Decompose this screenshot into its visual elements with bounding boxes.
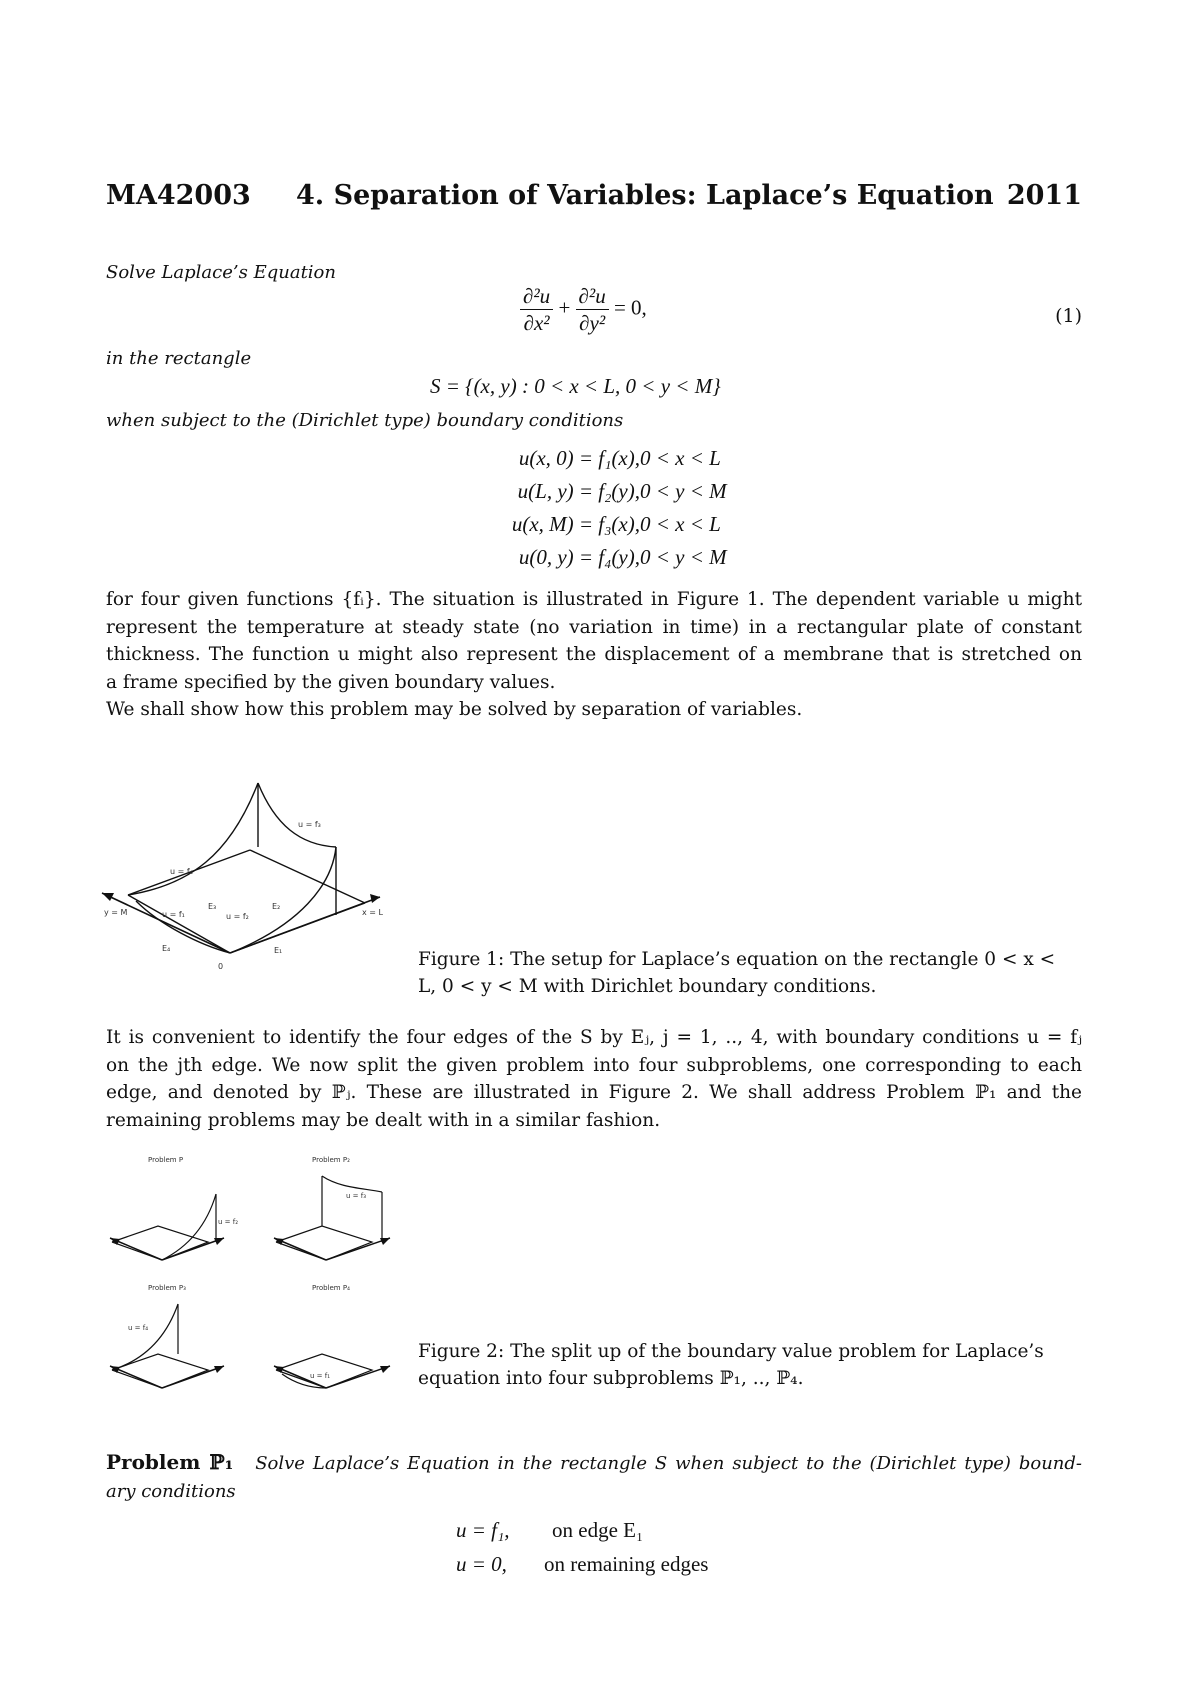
panel-title: Problem P₂: [312, 1156, 350, 1164]
bc-label: when subject to the (Dirichlet type) boundary conditions: [106, 410, 624, 431]
arrow-head: [214, 1238, 224, 1245]
boundary-curve-f3: [258, 783, 336, 847]
problem-text: Solve Laplace’s Equation in the rectangle S when subject to the (Dirichlet type) bound-: [255, 1453, 1082, 1474]
bc-lhs: u(x, M) = f₃(x),: [511, 512, 640, 536]
bc-lhs: u(L, y) = f₂(y),: [517, 479, 640, 503]
text-line: represent the temperature at steady state (no variation in time) in a rectangular plate of constant: [106, 616, 1082, 638]
figure-2-diagram: [100, 1148, 400, 1398]
label-e1: E₁: [274, 946, 283, 955]
arrow-head: [380, 1238, 390, 1245]
frac-numerator: ∂²u: [576, 283, 609, 310]
bc-lhs: u(0, y) = f₄(y),: [518, 545, 640, 569]
panel-4: [274, 1354, 390, 1388]
solve-label: Solve Laplace’s Equation: [106, 262, 336, 283]
bc-rhs: 0 < y < M: [640, 479, 727, 503]
bc-rhs: 0 < x < L: [640, 446, 721, 470]
text-line: edge, and denoted by ℙⱼ. These are illustrated in Figure 2. We shall address Problem ℙ₁ and the: [106, 1082, 1082, 1103]
panel-label: u = f₄: [128, 1324, 149, 1332]
panel-1: [110, 1194, 224, 1260]
text-line: remaining problems may be dealt with in a similar fashion.: [106, 1109, 661, 1131]
boundary-curve-f4: [128, 783, 258, 895]
condition-rhs: on remaining edges: [544, 1552, 709, 1576]
course-code: MA42003: [106, 180, 251, 211]
label-u-f1: u = f₁: [162, 910, 185, 919]
equation-number: (1): [1055, 305, 1082, 327]
label-u-f4: u = f₄: [170, 867, 193, 876]
bc-row: [0, 545, 1200, 577]
label-origin: 0: [218, 962, 224, 971]
panel-label: u = f₂: [218, 1218, 239, 1226]
text-line: We shall show how this problem may be solved by separation of variables.: [106, 699, 803, 720]
arrow-head: [380, 1366, 390, 1373]
year: 2011: [1006, 180, 1082, 211]
laplace-equation: $\frac{\text{∂²u}}{\text{∂x²}}$ + $\frac{\text{∂²u}}{\text{∂y²}}$ = 0,: [520, 283, 647, 336]
panel-title: Problem P: [148, 1156, 184, 1164]
condition-lhs: u = 0,: [456, 1552, 507, 1576]
caption-line: equation into four subproblems ℙ₁, .., ℙ₄.: [418, 1368, 804, 1389]
boundary-curve-f2: [230, 847, 336, 953]
label-y-axis: y = M: [104, 908, 128, 917]
label-u-f2: u = f₂: [226, 912, 249, 921]
condition-row: [0, 1518, 1200, 1550]
panel-label: u = f₃: [346, 1192, 367, 1200]
rect-label: in the rectangle: [106, 348, 252, 369]
boundary-conditions: [0, 446, 1200, 586]
label-e2: E₂: [272, 902, 281, 911]
equation-rhs: = 0,: [613, 295, 647, 320]
text-line: thickness. The function u might also represent the displacement of a membrane that is stretched on: [106, 644, 1082, 665]
fraction-d2u-dx2: [520, 283, 553, 336]
arrow-head: [214, 1366, 224, 1373]
frac-numerator: ∂²u: [520, 283, 553, 310]
panel-title: Problem P₄: [312, 1284, 350, 1292]
condition-lhs: u = f₁,: [456, 1518, 510, 1542]
text-line: It is convenient to identify the four edges of the S by Eⱼ, j = 1, .., 4, with boundary conditions u = fⱼ: [106, 1027, 1082, 1048]
bc-row: [0, 446, 1200, 478]
figure-2-caption: [418, 1338, 1082, 1392]
panel-label: u = f₁: [310, 1372, 331, 1380]
label-e3: E₃: [208, 902, 217, 911]
text-line: on the jth edge. We now split the given problem into four subproblems, one corresponding to each: [106, 1054, 1082, 1076]
bc-row: [0, 479, 1200, 511]
frac-denominator: ∂x²: [523, 311, 550, 335]
panel-3: [110, 1304, 224, 1388]
caption-line: L, 0 < y < M with Dirichlet boundary conditions.: [418, 976, 877, 997]
paragraph-1: [106, 586, 1082, 724]
x-axis-line: [230, 897, 380, 953]
bc-row: [0, 512, 1200, 544]
label-x-axis: x = L: [362, 908, 383, 917]
caption-line: Figure 2: The split up of the boundary value problem for Laplace’s: [418, 1341, 1044, 1362]
label-e4: E₄: [162, 944, 171, 953]
figure-1-diagram: [100, 775, 400, 1000]
label-u-f3: u = f₃: [298, 820, 321, 829]
text-line: for four given functions {fᵢ}. The situation is illustrated in Figure 1. The dependent variable u might: [106, 589, 1082, 610]
arrow-head: [370, 894, 380, 903]
caption-line: Figure 1: The setup for Laplace’s equation on the rectangle 0 < x <: [418, 949, 1056, 970]
bc-rhs: 0 < y < M: [640, 545, 727, 569]
figure-1-caption: [418, 946, 1082, 1000]
bc-rhs: 0 < x < L: [640, 512, 721, 536]
text-line: a frame specified by the given boundary values.: [106, 671, 556, 693]
page-title: 4. Separation of Variables: Laplace’s Equation: [296, 180, 994, 211]
rectangle-set: S = {(x, y) : 0 < x < L, 0 < y < M}: [430, 374, 721, 398]
problem-conditions: [0, 1518, 1200, 1588]
condition-row: [0, 1552, 1200, 1584]
panel-title: Problem P₃: [148, 1284, 186, 1292]
frac-denominator: ∂y²: [579, 311, 606, 335]
edge-line: [250, 850, 365, 903]
paragraph-2: [106, 1024, 1082, 1134]
panel-2: [274, 1176, 390, 1260]
problem-statement: [106, 1448, 1082, 1506]
condition-rhs: on edge E₁: [552, 1518, 644, 1542]
problem-name: Problem ℙ₁: [106, 1450, 234, 1474]
fraction-d2u-dy2: [576, 283, 609, 336]
problem-text: ary conditions: [106, 1481, 236, 1502]
page-header: [106, 180, 1082, 220]
bc-lhs: u(x, 0) = f₁(x),: [518, 446, 640, 470]
